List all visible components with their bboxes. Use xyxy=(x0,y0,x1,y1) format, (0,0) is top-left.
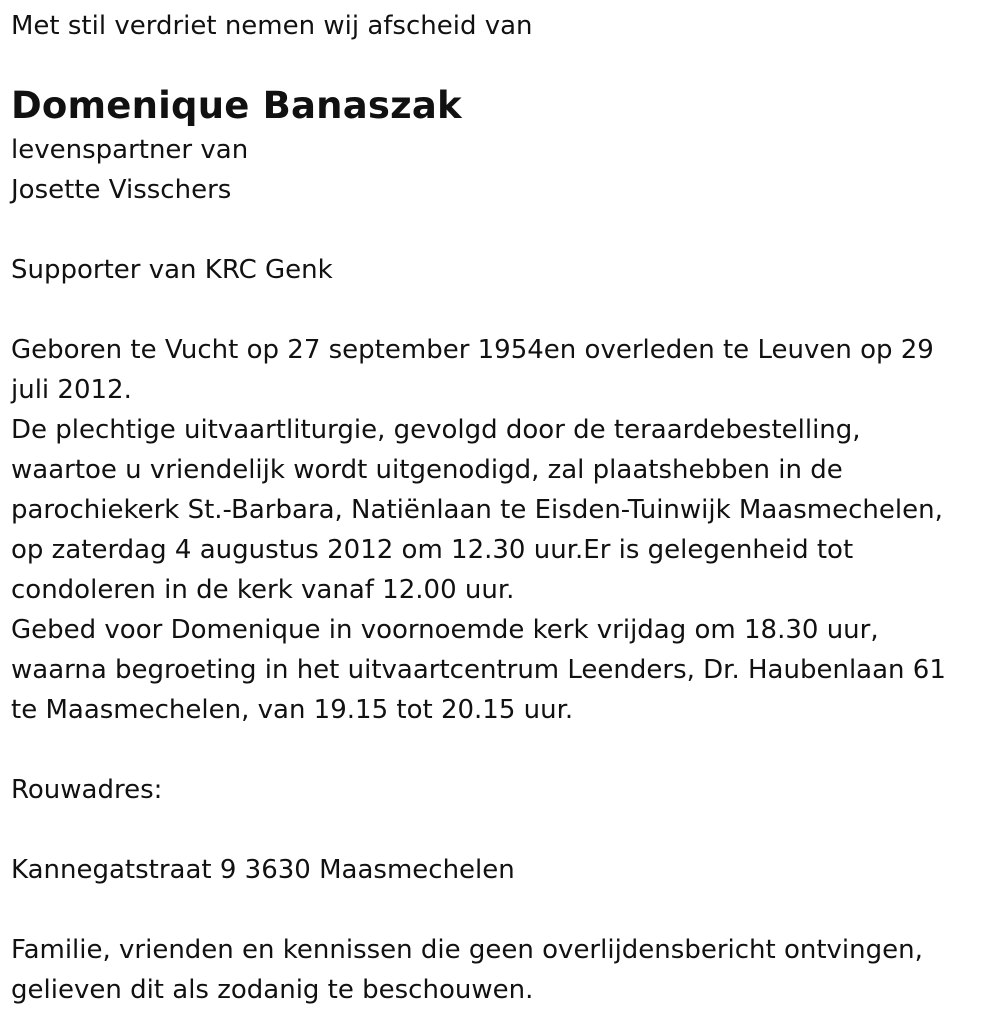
body-line: condoleren in de kerk vanaf 12.00 uur. xyxy=(11,575,515,605)
address-label: Rouwadres: xyxy=(11,775,163,805)
deceased-name: Domenique Banaszak xyxy=(11,84,462,127)
obituary-notice xyxy=(11,6,986,1010)
body-line: juli 2012. xyxy=(11,375,132,405)
intro-text: Met stil verdriet nemen wij afscheid van xyxy=(11,11,533,41)
spacer xyxy=(11,730,986,770)
body-line: De plechtige uitvaartliturgie, gevolgd door de teraardebestelling, xyxy=(11,415,861,445)
body-line: parochiekerk St.-Barbara, Natiënlaan te Eisden-Tuinwijk Maasmechelen, xyxy=(11,495,943,525)
body-line: waartoe u vriendelijk wordt uitgenodigd, zal plaatshebben in de xyxy=(11,455,843,485)
body-line: waarna begroeting in het uitvaartcentrum Leenders, Dr. Haubenlaan 61 xyxy=(11,655,946,685)
relation-line: levenspartner van xyxy=(11,135,249,165)
spacer xyxy=(11,290,986,330)
spacer xyxy=(11,210,986,250)
spacer xyxy=(11,890,986,930)
body-line: te Maasmechelen, van 19.15 tot 20.15 uur. xyxy=(11,695,574,725)
body-line: Gebed voor Domenique in voornoemde kerk vrijdag om 18.30 uur, xyxy=(11,615,879,645)
partner-name: Josette Visschers xyxy=(11,175,232,205)
spacer xyxy=(11,810,986,850)
address-text: Kannegatstraat 9 3630 Maasmechelen xyxy=(11,855,515,885)
supporter-text: Supporter van KRC Genk xyxy=(11,255,333,285)
body-line: Geboren te Vucht op 27 september 1954en overleden te Leuven op 29 xyxy=(11,335,934,365)
closing-line: Familie, vrienden en kennissen die geen overlijdensbericht ontvingen, xyxy=(11,935,923,965)
closing-line: gelieven dit als zodanig te beschouwen. xyxy=(11,975,534,1005)
body-line: op zaterdag 4 augustus 2012 om 12.30 uur.Er is gelegenheid tot xyxy=(11,535,854,565)
